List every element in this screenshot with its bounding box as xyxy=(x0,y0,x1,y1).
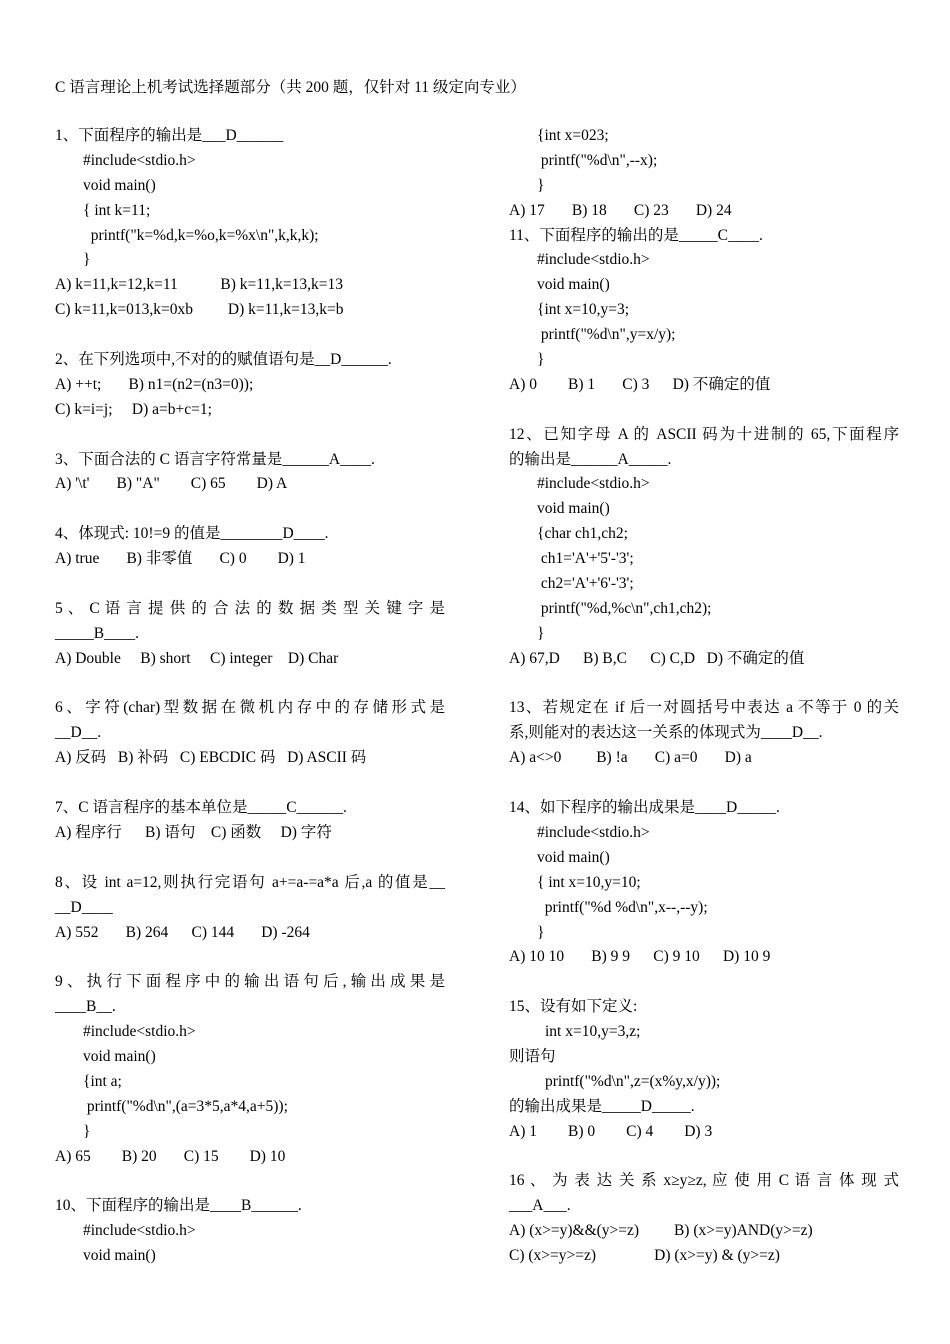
text-line: A) (x>=y)&&(y>=z) B) (x>=y)AND(y>=z) xyxy=(509,1222,813,1240)
code-line: {int x=10,y=3; xyxy=(537,301,630,319)
code-line: void main() xyxy=(83,1047,156,1065)
blank-line xyxy=(509,970,899,995)
code-line: ch1='A'+'5'-'3'; xyxy=(537,550,634,568)
code-line: } xyxy=(537,351,545,369)
text-line: A) '\t' B) "A" C) 65 D) A xyxy=(55,475,288,493)
text-line: A) k=11,k=12,k=11 B) k=11,k=13,k=13 xyxy=(55,276,343,294)
code-line: } xyxy=(537,624,545,642)
text-line: A) 552 B) 264 C) 144 D) -264 xyxy=(55,923,310,941)
code-line: void main() xyxy=(537,276,610,294)
text-line: 1、下面程序的输出是___D______ xyxy=(55,127,284,144)
text-line: 的输出成果是_____D_____. xyxy=(509,1097,695,1115)
code-line: ch2='A'+'6'-'3'; xyxy=(537,575,634,593)
blank-line xyxy=(509,771,899,796)
blank-line xyxy=(55,323,445,348)
code-line: void main() xyxy=(537,500,610,518)
text-line: 6、字符(char)型数据在微机内存中的存储形式是 xyxy=(55,699,445,717)
text-line: 8、设 int a=12,则执行完语句 a+=a-=a*a 后,a 的值是__ xyxy=(55,873,445,891)
text-line: A) 10 10 B) 9 9 C) 9 10 D) 10 9 xyxy=(509,948,771,966)
code-line: } xyxy=(537,176,545,194)
text-line: 2、在下列选项中,不对的的赋值语句是__D______. xyxy=(55,351,392,369)
text-line: A) 1 B) 0 C) 4 D) 3 xyxy=(509,1122,713,1140)
text-line: 14、如下程序的输出成果是____D_____. xyxy=(509,799,780,817)
code-line: printf("k=%d,k=%o,k=%x\n",k,k,k); xyxy=(83,226,319,244)
text-line: 系,则能对的表达这一关系的体现式为____D__. xyxy=(509,724,823,742)
code-line: printf("%d,%c\n",ch1,ch2); xyxy=(537,599,712,617)
code-line: {int x=023; xyxy=(537,127,609,144)
code-line: } xyxy=(537,923,545,941)
text-line: _____B____. xyxy=(55,624,139,642)
code-line: printf("%d\n",(a=3*5,a*4,a+5)); xyxy=(83,1097,288,1115)
text-line: C) k=i=j; D) a=b+c=1; xyxy=(55,400,212,418)
right-column xyxy=(509,124,899,1269)
text-line: A) true B) 非零值 C) 0 D) 1 xyxy=(55,550,306,568)
text-line: 11、下面程序的输出的是_____C____. xyxy=(509,226,763,244)
text-line: A) a<>0 B) !a C) a=0 D) a xyxy=(509,749,752,767)
text-line: 的输出是______A_____. xyxy=(509,450,672,468)
text-line: A) 程序行 B) 语句 C) 函数 D) 字符 xyxy=(55,823,332,841)
code-line: void main() xyxy=(83,1247,156,1265)
text-line: A) 反码 B) 补码 C) EBCDIC 码 D) ASCII 码 xyxy=(55,749,367,767)
code-line: #include<stdio.h> xyxy=(83,1023,196,1041)
left-column xyxy=(55,124,445,1269)
code-line: } xyxy=(83,1122,91,1140)
code-line: #include<stdio.h> xyxy=(83,1222,196,1240)
code-line: #include<stdio.h> xyxy=(537,823,650,841)
blank-line xyxy=(55,1169,445,1194)
code-line: printf("%d\n",--x); xyxy=(537,151,658,169)
blank-line xyxy=(509,1145,899,1170)
text-line: A) ++t; B) n1=(n2=(n3=0)); xyxy=(55,375,254,393)
code-line: void main() xyxy=(83,176,156,194)
blank-line xyxy=(55,846,445,871)
blank-line xyxy=(509,398,899,423)
text-line: 15、设有如下定义: xyxy=(509,998,638,1016)
text-line: 5 、 C 语 言 提 供 的 合 法 的 数 据 类 型 关 键 字 是 xyxy=(55,599,445,617)
text-line: ___A___. xyxy=(509,1197,571,1215)
text-line: C) k=11,k=013,k=0xb D) k=11,k=13,k=b xyxy=(55,301,344,319)
text-line: 则语句 xyxy=(509,1047,556,1065)
code-line: {int a; xyxy=(83,1072,122,1090)
blank-line xyxy=(55,771,445,796)
code-line: printf("%d %d\n",x--,--y); xyxy=(537,898,708,916)
text-line: A) 67,D B) B,C C) C,D D) 不确定的值 xyxy=(509,649,805,667)
text-line: ____B__. xyxy=(55,998,116,1016)
page-title: C 语言理论上机考试选择题部分（共 200 题，仅针对 11 级定向专业） xyxy=(55,79,526,96)
text-line: C) (x>=y>=z) D) (x>=y) & (y>=z) xyxy=(509,1247,780,1265)
blank-line xyxy=(509,672,899,697)
text-line: __D____ xyxy=(55,898,113,916)
code-line: printf("%d\n",y=x/y); xyxy=(537,326,676,344)
text-line: 13、若规定在 if 后一对圆括号中表达 a 不等于 0 的关 xyxy=(509,699,899,717)
code-line: #include<stdio.h> xyxy=(83,151,196,169)
code-line: #include<stdio.h> xyxy=(537,251,650,269)
code-line: #include<stdio.h> xyxy=(537,475,650,493)
code-line: { int k=11; xyxy=(83,201,151,219)
code-line: { int x=10,y=10; xyxy=(537,873,641,891)
text-line: 7、C 语言程序的基本单位是_____C______. xyxy=(55,799,347,817)
code-line: } xyxy=(83,251,91,269)
code-line: {char ch1,ch2; xyxy=(537,525,628,543)
code-line: void main() xyxy=(537,848,610,866)
text-line: __D__. xyxy=(55,724,102,742)
text-line: 10、下面程序的输出是____B______. xyxy=(55,1197,302,1215)
blank-line xyxy=(55,497,445,522)
blank-line xyxy=(55,672,445,697)
text-line: 16 、 为 表 达 关 系 x≥y≥z, 应 使 用 C 语 言 体 现 式 xyxy=(509,1172,899,1190)
text-line: 12、已知字母 A 的 ASCII 码为十进制的 65,下面程序 xyxy=(509,425,899,443)
text-line: A) 17 B) 18 C) 23 D) 24 xyxy=(509,201,732,219)
code-line: printf("%d\n",z=(x%y,x/y)); xyxy=(545,1072,721,1090)
text-line: A) Double B) short C) integer D) Char xyxy=(55,649,339,667)
blank-line xyxy=(55,945,445,970)
text-line: 3、下面合法的 C 语言字符常量是______A____. xyxy=(55,450,375,468)
text-line: 4、体现式: 10!=9 的值是________D____. xyxy=(55,525,329,543)
blank-line xyxy=(55,572,445,597)
text-line: 9、执行下面程序中的输出语句后,输出成果是 xyxy=(55,973,445,991)
code-line: int x=10,y=3,z; xyxy=(545,1023,641,1041)
text-line: A) 0 B) 1 C) 3 D) 不确定的值 xyxy=(509,375,771,393)
text-line: A) 65 B) 20 C) 15 D) 10 xyxy=(55,1147,286,1165)
blank-line xyxy=(55,423,445,448)
